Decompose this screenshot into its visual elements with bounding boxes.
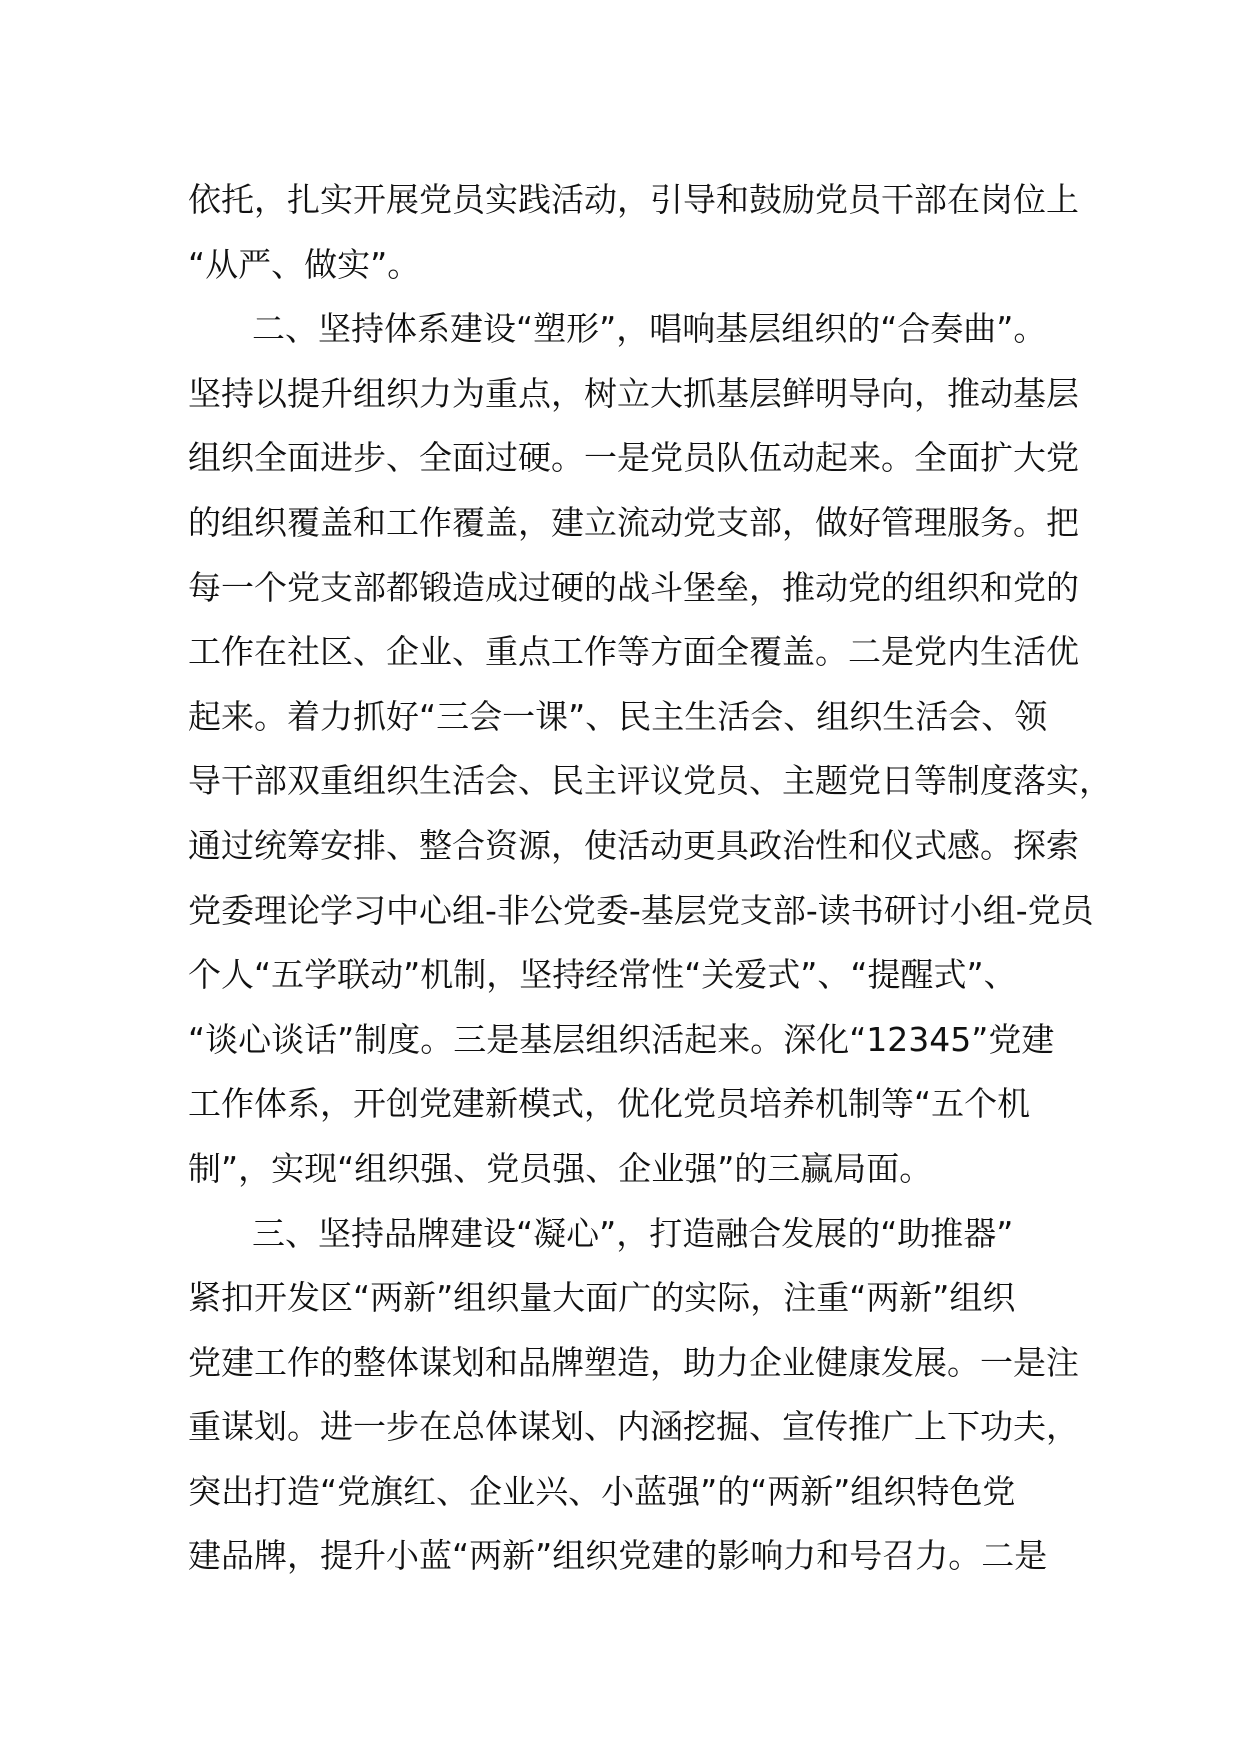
text-line: 导干部双重组织生活会、民主评议党员、主题党日等制度落实， (188, 761, 1112, 801)
text-line: 工作在社区、企业、重点工作等方面全覆盖。二是党内生活优 (188, 632, 1079, 672)
text-line: “谈心谈话”制度。三是基层组织活起来。深化“12345”党建 (188, 1019, 1055, 1059)
text-line: 重谋划。进一步在总体谋划、内涵挖掘、宣传推广上下功夫， (188, 1407, 1079, 1447)
body-text (188, 168, 1112, 1589)
text-line: 每一个党支部都锻造成过硬的战斗堡垒，推动党的组织和党的 (188, 567, 1079, 607)
paragraph-first-line: 二、坚持体系建设“塑形”，唱响基层组织的“合奏曲”。 (252, 309, 1047, 349)
text-line: 突出打造“党旗红、企业兴、小蓝强”的“两新”组织特色党 (188, 1471, 1016, 1511)
text-line: 个人“五学联动”机制，坚持经常性“关爱式”、“提醒式”、 (188, 955, 1017, 995)
text-line: 党建工作的整体谋划和品牌塑造，助力企业健康发展。一是注 (188, 1342, 1079, 1382)
text-line: 建品牌，提升小蓝“两新”组织党建的影响力和号召力。二是 (188, 1536, 1048, 1576)
paragraph-first-line: 三、坚持品牌建设“凝心”，打造融合发展的“助推器” (252, 1213, 1014, 1253)
text-line: 制”，实现“组织强、党员强、企业强”的三赢局面。 (188, 1148, 933, 1188)
text-line: 紧扣开发区“两新”组织量大面广的实际，注重“两新”组织 (188, 1278, 1016, 1318)
text-line: 党委理论学习中心组-非公党委-基层党支部-读书研讨小组-党员 (188, 890, 1094, 930)
text-line: 依托，扎实开展党员实践活动，引导和鼓励党员干部在岗位上 (188, 180, 1079, 219)
text-line: 坚持以提升组织力为重点，树立大抓基层鲜明导向，推动基层 (188, 373, 1079, 413)
text-line: 通过统筹安排、整合资源，使活动更具政治性和仪式感。探索 (188, 825, 1079, 865)
text-line: 起来。着力抓好“三会一课”、民主生活会、组织生活会、领 (188, 696, 1048, 736)
text-line: 的组织覆盖和工作覆盖，建立流动党支部，做好管理服务。把 (188, 502, 1079, 542)
text-line: 工作体系，开创党建新模式，优化党员培养机制等“五个机 (188, 1084, 1031, 1124)
text-line: 组织全面进步、全面过硬。一是党员队伍动起来。全面扩大党 (188, 438, 1079, 478)
text-line: “从严、做实”。 (188, 244, 421, 284)
